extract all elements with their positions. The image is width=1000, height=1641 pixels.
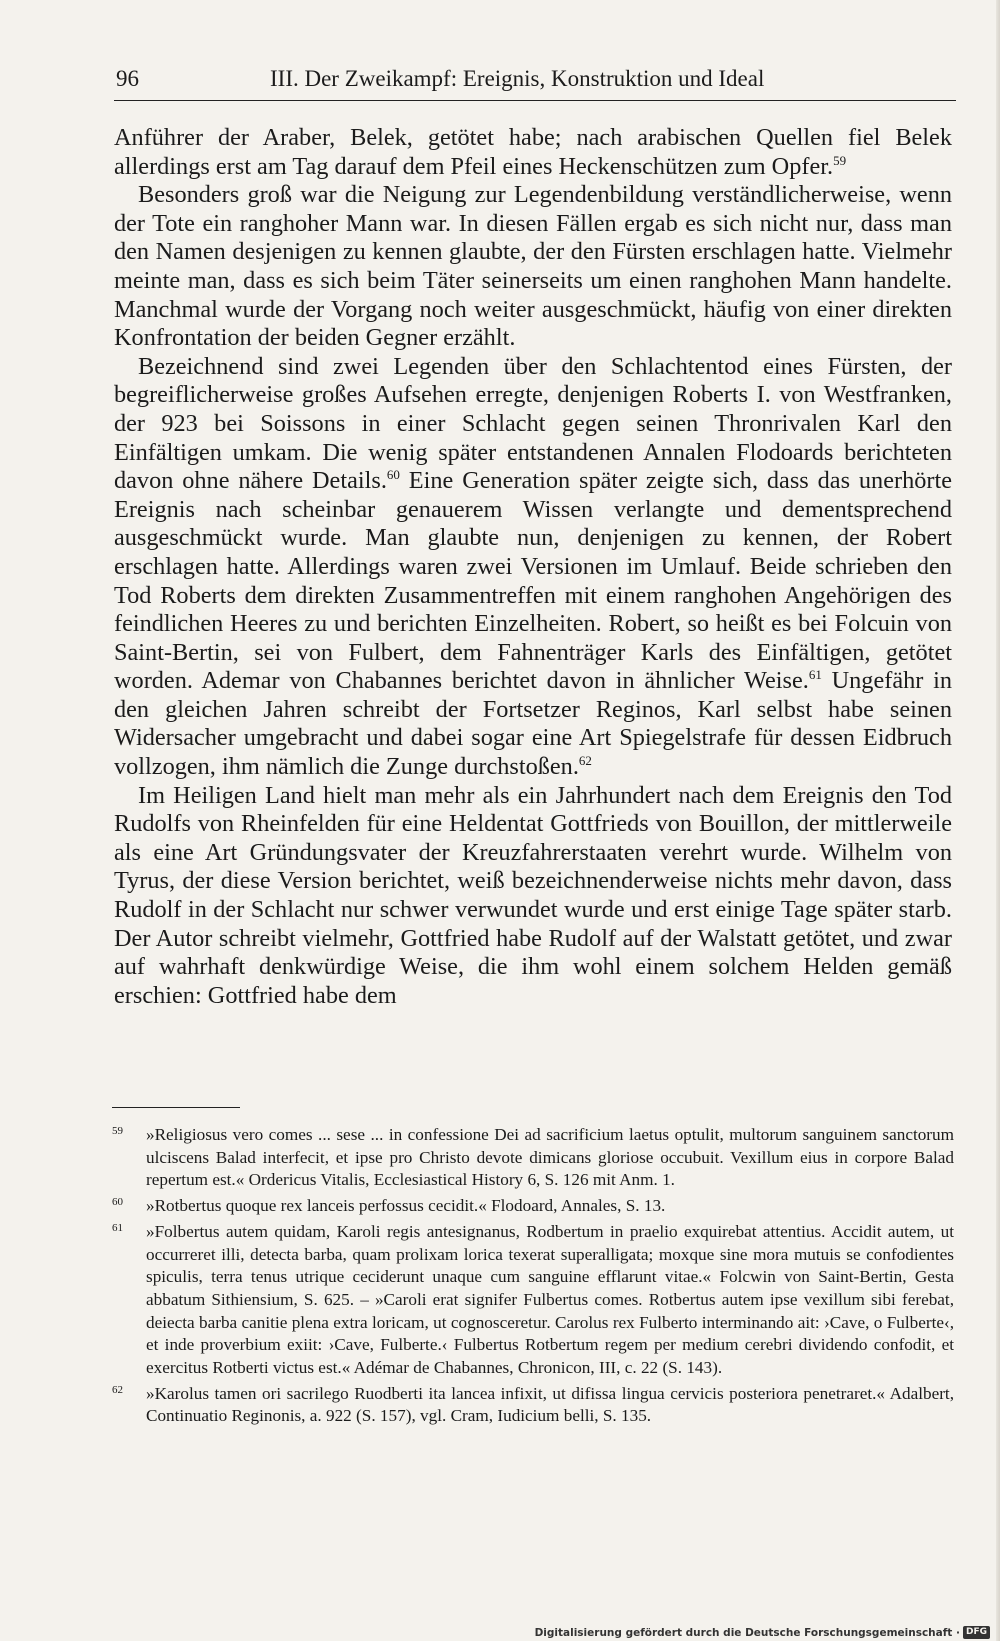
dfg-watermark: [535, 1626, 990, 1639]
footnote-separator: [112, 1107, 240, 1108]
footnote-text: »Folbertus autem quidam, Karoli regis antesignanus, Rodbertum in praelio exquirebat attentius. Accidit autem, ut occurreret illi, detecta barba, quam prolixam lorica texerat superalligata; moxque sine mora mutuis se confodientes spiculis, terra tenus utrique ceciderunt unaque cum sanguine efflarunt vitae.« Folcwin von Saint-Bertin, Gesta abbatum Sithiensium, S. 625. – »Caroli erat signifer Fulbertus comes. Rotbertus autem ipse vexillum sibi ferebat, deiecta barba canitie plena extra loricam, ut cognosceretur. Carolus rex Fulberto interminando ait: ›Cave, o Fulberte‹, et inde proverbium exiit: ›Cave, Fulberte.‹ Fulbertus Rotbertum regem per medium cerebri dividendo confodit, et exercitus Rotberti victus est.« Adémar de Chabannes, Chronicon, III, c. 22 (S. 143).: [146, 1221, 954, 1378]
footnote-text: »Karolus tamen ori sacrilego Ruodberti ita lancea infixit, ut difissa lingua cervicis posteriora penetraret.« Adalbert, Continuatio Reginonis, a. 922 (S. 157), vgl. Cram, Iudicium belli, S. 135.: [146, 1383, 954, 1426]
footnote-ref-60[interactable]: 60: [386, 467, 400, 483]
running-title: III. Der Zweikampf: Ereignis, Konstruktion und Ideal: [270, 66, 765, 91]
paragraph-3: [114, 353, 952, 782]
page-number: 96: [116, 66, 139, 91]
paragraph-1: [114, 124, 952, 181]
footnote-59: [112, 1124, 954, 1192]
footnote-ref-62[interactable]: 62: [578, 752, 592, 768]
footnote-ref-61[interactable]: 61: [808, 667, 822, 683]
dfg-logo-icon: DFG: [963, 1626, 990, 1639]
footnotes: [112, 1124, 954, 1431]
paragraph-4: Im Heiligen Land hielt man mehr als ein Jahrhundert nach dem Ereignis den Tod Rudolfs von Rheinfelden für eine Heldentat Gottfrieds von Bouillon, der mittlerweile als eine Art Gründungsvater der Kreuzfahrerstaaten verehrt wurde. Wilhelm von Tyrus, der diese Version berichtet, weiß bezeichnenderweise nichts mehr davon, dass Rudolf in der Schlacht nur schwer verwundet wurde und erst einige Tage später starb. Der Autor schreibt vielmehr, Gottfried habe Rudolf auf der Walstatt getötet, und zwar auf wahrhaft denkwürdige Weise, die ihm wohl einem solchem Helden gemäß erschien: Gottfried habe dem: [114, 781, 952, 1009]
footnote-ref-59[interactable]: 59: [833, 152, 847, 168]
page-edge: [996, 0, 1000, 1641]
paragraph-2: Besonders groß war die Neigung zur Legendenbildung verständlicherweise, wenn der Tote ein ranghoher Mann war. In diesen Fällen ergab es sich nicht nur, dass man den Namen desjenigen zu kennen glaubte, der den Fürsten erschlagen hatte. Vielmehr meinte man, dass es sich beim Täter seinerseits um einen ranghohen Mann handelte. Manchmal wurde der Vorgang noch weiter ausgeschmückt, häufig von einer direkten Konfrontation der beiden Gegner erzählt.: [114, 181, 952, 352]
footnote-62: [112, 1383, 954, 1428]
paragraph-text: Ungefähr in den gleichen Jahren schreibt der Fortsetzer Reginos, Karl selbst habe seinen Widersacher umgebracht und dabei sogar eine Art Spiegelstrafe für dessen Eidbruch vollzogen, ihm nämlich die Zunge durchstoßen.: [114, 667, 952, 781]
watermark-text: Digitalisierung gefördert durch die Deutsche Forschungsgemeinschaft ·: [534, 1626, 960, 1639]
footnote-number: 61: [112, 1221, 123, 1234]
footnote-number: 62: [112, 1383, 123, 1396]
footnote-number: 60: [112, 1196, 123, 1209]
footnote-61: [112, 1221, 954, 1380]
footnote-number: 59: [112, 1125, 123, 1137]
paragraph-text: Bezeichnend sind zwei Legenden über den Schlachtentod eines Fürsten, der begreiflicherweise großes Aufsehen erregte, denjenigen Roberts I. von Westfranken, der 923 bei Soissons in einer Schlacht gegen seinen Thronrivalen Karl den Einfältigen umkam. Die wenig später entstandenen Annalen Flodoards berichteten davon ohne nähere Details.: [114, 352, 952, 495]
paragraph-text: Eine Generation später zeigte sich, dass das unerhörte Ereignis nach scheinbar genauerem Wissen verlangte und dementsprechend ausgeschmückt wurde. Man glaubte nun, denjenigen zu kennen, der Robert erschlagen hatte. Allerdings waren zwei Versionen im Umlauf. Beide schrieben den Tod Roberts dem direkten Zusammentreffen mit einem ranghohen Angehörigen des feindlichen Heeres zu und berichten Einzelheiten. Robert, so heißt es bei Folcuin von Saint-Bertin, sei von Fulbert, dem Fahnenträger Karls des Einfältigen, getötet worden. Ademar von Chabannes berichtet davon in ähnlicher Weise.: [114, 467, 953, 695]
running-header: [114, 62, 956, 101]
paragraph-text: Anführer der Araber, Belek, getötet habe; nach arabischen Quellen fiel Belek allerdings erst am Tag darauf dem Pfeil eines Heckenschützen zum Opfer.: [114, 124, 952, 180]
footnote-60: [112, 1195, 954, 1218]
footnote-text: »Rotbertus quoque rex lanceis perfossus cecidit.« Flodoard, Annales, S. 13.: [146, 1196, 666, 1216]
footnote-text: »Religiosus vero comes ... sese ... in confessione Dei ad sacrificium laetus optulit, multorum sanguinem sanctorum ulciscens Balad interfecit, et ipse pro Christo devote dimicans gloriose occubuit. Vexillum eius in corpore Balad repertum est.« Ordericus Vitalis, Ecclesiastical History 6, S. 126 mit Anm. 1.: [146, 1125, 954, 1190]
main-text: [114, 124, 952, 1010]
